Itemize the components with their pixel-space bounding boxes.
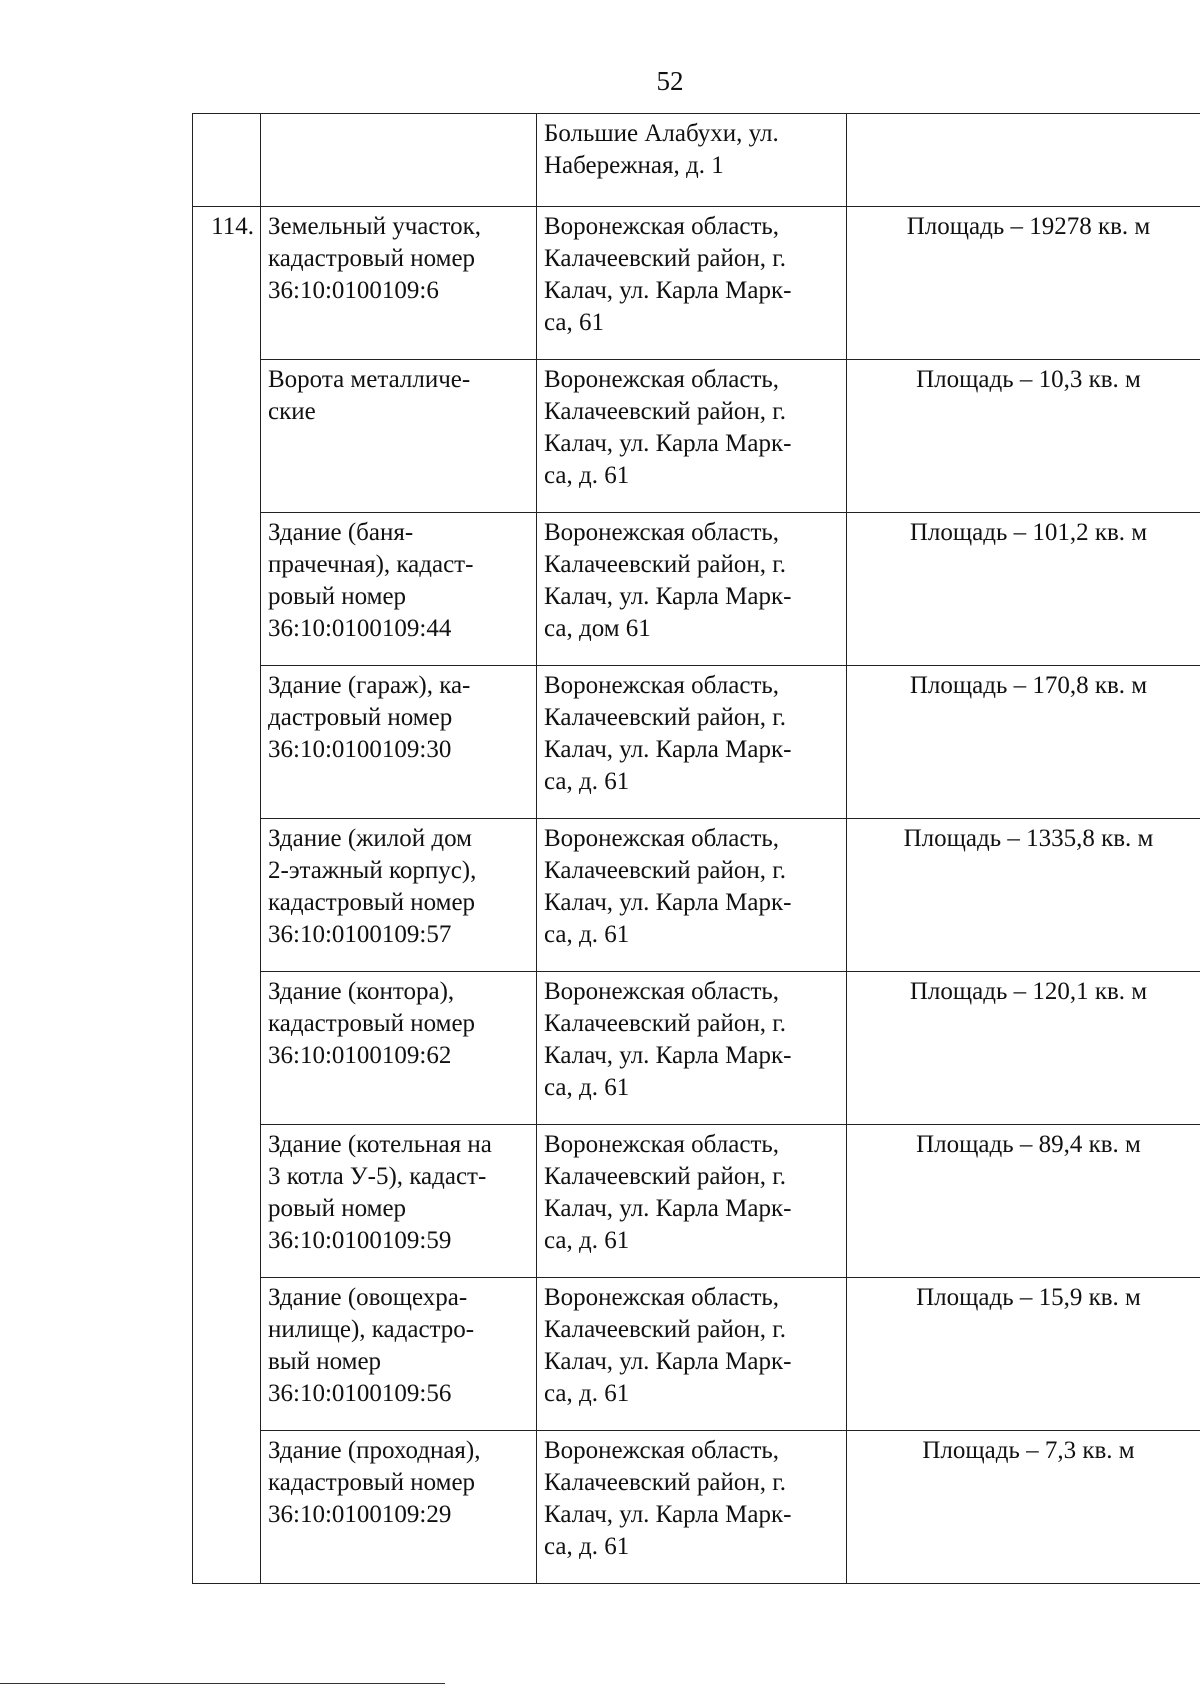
area-cell <box>847 360 1200 513</box>
object-name-cell <box>261 360 537 513</box>
row-number-cell <box>193 207 261 360</box>
row-number-cell <box>193 1125 261 1278</box>
row-number-cell <box>193 666 261 819</box>
area: Площадь – 15,9 кв. м <box>916 1284 1141 1311</box>
address-cell <box>537 360 847 513</box>
row-number: 114. <box>211 213 254 240</box>
object-name-cell <box>261 666 537 819</box>
address: Воронежская область, Калачеевский район, г. Калач, ул. Карла Марк- са, д. 61 <box>544 825 792 948</box>
area: Площадь – 120,1 кв. м <box>909 978 1148 1005</box>
row-number-cell <box>193 972 261 1125</box>
area-cell <box>847 1278 1200 1431</box>
area: Площадь – 101,2 кв. м <box>909 519 1148 546</box>
table-row <box>193 207 1200 360</box>
table-row <box>193 1278 1200 1431</box>
area-cell <box>847 513 1200 666</box>
row-number-cell <box>193 513 261 666</box>
table-row <box>193 360 1200 513</box>
page-number: 52 <box>656 66 684 96</box>
address: Большие Алабухи, ул. Набережная, д. 1 <box>544 120 779 179</box>
address-cell <box>537 972 847 1125</box>
address-cell <box>537 1125 847 1278</box>
object-name: Здание (контора), кадастровый номер 36:10:0100109:62 <box>268 978 476 1069</box>
table-row <box>193 1125 1200 1278</box>
table-row <box>193 114 1200 207</box>
address: Воронежская область, Калачеевский район, г. Калач, ул. Карла Марк- са, дом 61 <box>544 519 792 642</box>
object-name-cell <box>261 114 537 207</box>
object-name: Здание (баня- прачечная), кадаст- ровый номер 36:10:0100109:44 <box>268 519 474 642</box>
address-cell <box>537 513 847 666</box>
address-cell <box>537 114 847 207</box>
address: Воронежская область, Калачеевский район, г. Калач, ул. Карла Марк- са, д. 61 <box>544 978 792 1101</box>
row-number-cell <box>193 360 261 513</box>
area-cell <box>847 819 1200 972</box>
address: Воронежская область, Калачеевский район, г. Калач, ул. Карла Марк- са, д. 61 <box>544 1437 792 1560</box>
object-name-cell <box>261 513 537 666</box>
address: Воронежская область, Калачеевский район, г. Калач, ул. Карла Марк- са, д. 61 <box>544 366 792 489</box>
address: Воронежская область, Калачеевский район, г. Калач, ул. Карла Марк- са, д. 61 <box>544 1284 792 1407</box>
object-name: Ворота металличе- ские <box>268 366 471 425</box>
area: Площадь – 19278 кв. м <box>906 213 1151 240</box>
address-cell <box>537 1278 847 1431</box>
row-number-cell <box>193 1431 261 1584</box>
area-cell <box>847 1125 1200 1278</box>
table-row <box>193 666 1200 819</box>
object-name-cell <box>261 972 537 1125</box>
area-cell <box>847 207 1200 360</box>
footnote-separator <box>0 1683 445 1684</box>
area-cell <box>847 972 1200 1125</box>
table-row <box>193 819 1200 972</box>
area: Площадь – 89,4 кв. м <box>916 1131 1141 1158</box>
row-number-cell <box>193 819 261 972</box>
area: Площадь – 10,3 кв. м <box>916 366 1141 393</box>
address-cell <box>537 819 847 972</box>
table-row <box>193 513 1200 666</box>
area: Площадь – 7,3 кв. м <box>922 1437 1135 1464</box>
area-cell <box>847 666 1200 819</box>
address-cell <box>537 1431 847 1584</box>
address: Воронежская область, Калачеевский район, г. Калач, ул. Карла Марк- са, 61 <box>544 213 792 336</box>
property-table-body <box>193 114 1200 1584</box>
object-name: Здание (котельная на 3 котла У-5), кадаст- ровый номер 36:10:0100109:59 <box>268 1131 492 1254</box>
property-table <box>192 113 1200 1584</box>
object-name: Здание (овощехра- нилище), кадастро- вый номер 36:10:0100109:56 <box>268 1284 475 1407</box>
object-name-cell <box>261 1125 537 1278</box>
address-cell <box>537 666 847 819</box>
object-name-cell <box>261 1278 537 1431</box>
object-name-cell <box>261 1431 537 1584</box>
area: Площадь – 1335,8 кв. м <box>903 825 1154 852</box>
address-cell <box>537 207 847 360</box>
row-number-cell <box>193 114 261 207</box>
area-cell <box>847 1431 1200 1584</box>
object-name-cell <box>261 819 537 972</box>
object-name: Земельный участок, кадастровый номер 36:10:0100109:6 <box>268 213 481 304</box>
row-number-cell <box>193 1278 261 1431</box>
area-cell <box>847 114 1200 207</box>
table-row <box>193 1431 1200 1584</box>
address: Воронежская область, Калачеевский район, г. Калач, ул. Карла Марк- са, д. 61 <box>544 1131 792 1254</box>
address: Воронежская область, Калачеевский район, г. Калач, ул. Карла Марк- са, д. 61 <box>544 672 792 795</box>
object-name: Здание (гараж), ка- дастровый номер 36:10:0100109:30 <box>268 672 471 763</box>
area: Площадь – 170,8 кв. м <box>909 672 1148 699</box>
object-name-cell <box>261 207 537 360</box>
object-name: Здание (проходная), кадастровый номер 36:10:0100109:29 <box>268 1437 481 1528</box>
object-name: Здание (жилой дом 2-этажный корпус), кадастровый номер 36:10:0100109:57 <box>268 825 477 948</box>
table-row <box>193 972 1200 1125</box>
